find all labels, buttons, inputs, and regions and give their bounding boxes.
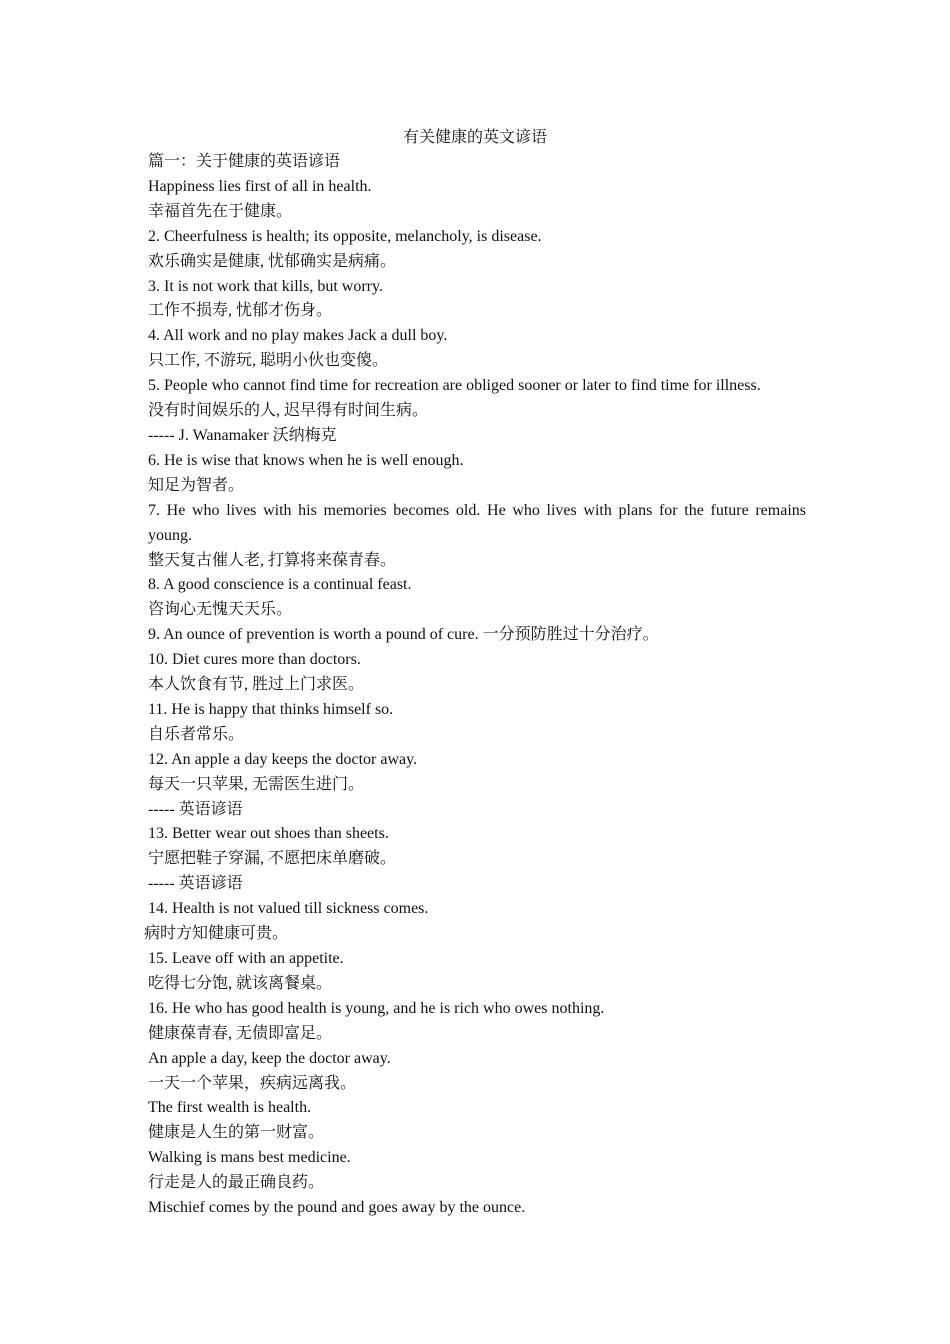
text-line: ----- 英语谚语 [148,875,243,893]
text-line: Walking is mans best medicine. [148,1149,351,1167]
text-line: 10. Diet cures more than doctors. [148,651,361,669]
text-line: 咨询心无愧天天乐。 [148,601,293,619]
text-line: 4. All work and no play makes Jack a dull boy. [148,327,448,345]
text-line: ----- J. Wanamaker 沃纳梅克 [148,426,337,444]
text-line: 欢乐确实是健康, 忧郁确实是病痛。 [148,252,397,270]
text-line: 自乐者常乐。 [148,725,245,743]
text-line: 7. He who lives with his memories becomes old. He who lives with plans for the future remains young. [148,501,806,544]
text-line: 篇一：关于健康的英语谚语 [148,153,341,170]
text-line: 6. He is wise that knows when he is well enough. [148,451,464,469]
text-line: 12. An apple a day keeps the doctor away. [148,750,418,768]
document-body [144,150,806,1221]
text-line: 14. Health is not valued till sickness comes. [148,900,429,918]
text-line: 本人饮食有节, 胜过上门求医。 [148,676,365,694]
text-line: Happiness lies first of all in health. [148,177,372,195]
text-line: ----- 英语谚语 [148,800,243,818]
text-line: 16. He who has good health is young, and he is rich who owes nothing. [148,999,605,1017]
text-line: 9. An ounce of prevention is worth a pound of cure. 一分预防胜过十分治疗。 [148,626,659,644]
text-line: 工作不损寿, 忧郁才伤身。 [148,302,333,320]
text-line: 2. Cheerfulness is health; its opposite, melancholy, is disease. [148,227,542,245]
text-line: Mischief comes by the pound and goes away by the ounce. [148,1199,526,1217]
text-line: 只工作, 不游玩, 聪明小伙也变傻。 [148,352,389,370]
text-line: 8. A good conscience is a continual feast. [148,576,412,594]
text-line: 健康是人生的第一财富。 [148,1124,325,1142]
text-line: 一天一个苹果，疾病远离我。 [148,1074,357,1092]
text-line: 15. Leave off with an appetite. [148,950,344,967]
document-title: 有关健康的英文谚语 [402,127,547,146]
text-line: The first wealth is health. [148,1099,312,1117]
text-line: 病时方知健康可贵。 [144,925,289,943]
text-line: 3. It is not work that kills, but worry. [148,277,383,295]
text-line: 吃得七分饱, 就该离餐桌。 [148,974,333,992]
text-line: 5. People who cannot find time for recreation are obliged sooner or later to find time for illness. [148,377,761,395]
text-line: 幸福首先在于健康。 [148,202,293,220]
text-line: 宁愿把鞋子穿漏, 不愿把床单磨破。 [148,850,397,868]
text-line: 13. Better wear out shoes than sheets. [148,825,389,843]
text-line: 11. He is happy that thinks himself so. [148,700,394,718]
text-line: 每天一只苹果, 无需医生进门。 [148,775,365,793]
text-line: 整天复古催人老, 打算将来葆青春。 [148,551,397,569]
text-line: An apple a day, keep the doctor away. [148,1049,391,1067]
text-line: 知足为智者。 [148,476,245,494]
text-line: 没有时间娱乐的人, 迟早得有时间生病。 [148,402,429,420]
text-line: 健康葆青春, 无债即富足。 [148,1024,333,1042]
text-line: 行走是人的最正确良药。 [148,1174,325,1192]
